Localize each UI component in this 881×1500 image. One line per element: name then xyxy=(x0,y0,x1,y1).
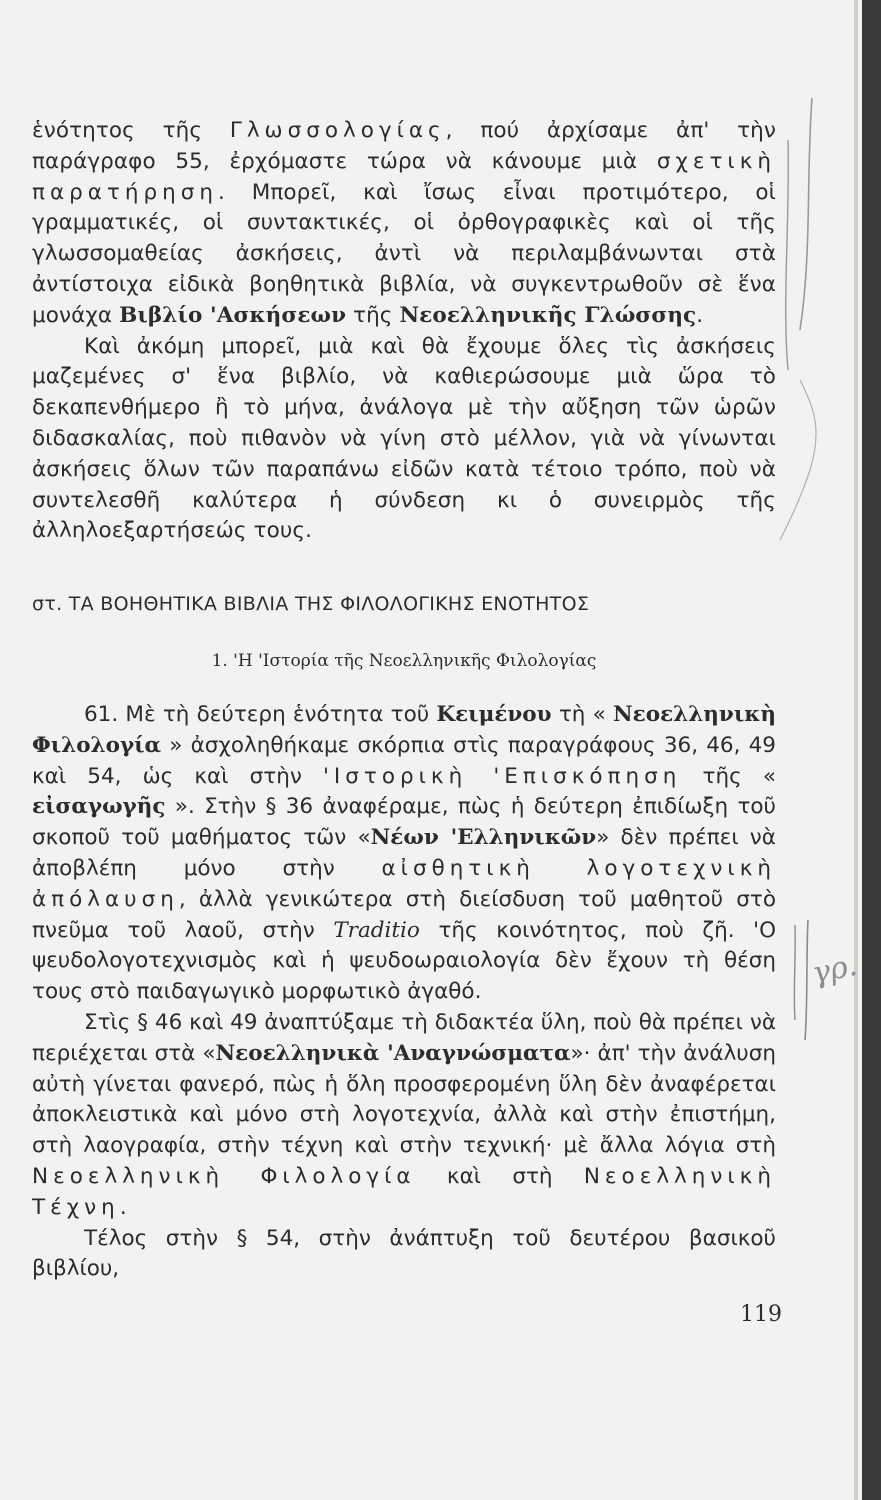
text-run: 61. Μὲ τὴ δεύτερη ἑνότητα τοῦ xyxy=(84,702,437,727)
text-run: » ἀσχοληθήκαμε σκόρπια στὶς παραγράφους 36, 46, 49 καὶ 54, ὡς καὶ στὴν xyxy=(32,732,776,789)
body-text-top xyxy=(32,116,776,547)
text-run: τῆς xyxy=(346,302,400,328)
text-run: τῆς κοινότητος, ποὺ ζῆ. 'Ο ψευδολογοτεχνισμὸς καὶ ἡ ψευδοωραιολογία δὲν ἔχουν τὴ θέση τους στὸ παιδαγωγικὸ μορφωτικὸ ἀγαθό. xyxy=(32,917,776,1005)
body-text-bottom xyxy=(32,700,776,1285)
paragraph-2: Καὶ ἀκόμη μπορεῖ, μιὰ καὶ θὰ ἔχουμε ὅλες τὶς ἀσκήσεις μαζεμένες σ' ἕνα βιβλίο, νὰ καθιερώσουμε μιὰ ὥρα τὸ δεκαπενθήμερο ἢ τὸ μήνα, ἀνάλογα μὲ τὴν αὔξηση τῶν ὡρῶν διδασκαλίας, ποὺ πιθανὸν νὰ γίνη στὸ μέλλον, γιὰ νὰ γίνωνται ἀσκήσεις ὅλων τῶν παραπάνω εἰδῶν κατὰ τέτοιο τρόπο, ποὺ νὰ συντελεσθῆ καλύτερα ἡ σύνδεση κι ὁ συνειρμὸς τῆς ἀλληλοεξαρτήσεώς τους. xyxy=(32,333,776,544)
bold-text: Νεοελληνικὴ Φιλολογία xyxy=(32,702,776,758)
bold-text: Κειμένου xyxy=(436,702,552,727)
paragraph-3 xyxy=(32,700,776,1008)
spaced-text: Νεοελληνικὴ Φιλολογία xyxy=(32,1163,416,1189)
text-run: . xyxy=(696,302,704,328)
text-run: . xyxy=(119,1194,127,1220)
text-run: ». Στὴν § 36 ἀναφέραμε, πὼς ἡ δεύτερη ἐπιδίωξη τοῦ σκοποῦ τοῦ μαθήματος τῶν « xyxy=(32,794,776,851)
paragraph-5: Τέλος στὴν § 54, στὴν ἀνάπτυξη τοῦ δευτέρου βασικοῦ βιβλίου, xyxy=(32,1225,776,1282)
spaced-text: Νεοελληνικὴ Τέχνη xyxy=(32,1163,776,1220)
text-run: » δὲν πρέπει νὰ ἀποβλέπη μόνο στὴν xyxy=(32,825,776,881)
bold-text: εἰσαγωγῆς xyxy=(32,794,166,820)
page-margin-shadow xyxy=(854,0,858,1500)
text-run: τῆς « xyxy=(681,763,776,789)
spaced-text: αἰσθητικὴ λογοτεχνικὴ ἀπόλαυση xyxy=(32,855,776,912)
text-run: . Μπορεῖ, καὶ ἴσως εἶναι προτιμότερο, οἱ γραμματικές, οἱ συντακτικές, οἱ ὀρθογραφικὲς καὶ οἱ τῆς γλωσσομαθείας ἀσκήσεις, ἀντὶ νὰ περιλαμβάνωνται στὰ ἀντίστοιχα εἰδικὰ βοηθητικὰ βιβλία, νὰ συγκεντρωθοῦν σὲ ἕνα μονάχα xyxy=(32,179,776,328)
bold-text: Νεοελληνικὰ 'Αναγνώσματα xyxy=(215,1040,571,1066)
text-run: τὴ « xyxy=(551,702,614,727)
paragraph-1 xyxy=(32,116,776,332)
spaced-text: 'Ιστορικὴ 'Επισκόπηση xyxy=(323,763,682,789)
text-run: , πού ἀρχίσαμε ἀπ' τὴν παράγραφο 55, ἐρχόμαστε τώρα νὰ κάνουμε μιὰ xyxy=(32,118,776,174)
italic-text: Traditio xyxy=(333,917,420,943)
handwritten-note: γρ. xyxy=(808,947,861,992)
text-run: Στὶς § 46 καὶ 49 ἀναπτύξαμε τὴ διδακτέα ὕλη, ποὺ θὰ πρέπει νὰ περιέχεται στὰ « xyxy=(32,1009,776,1066)
spaced-text: Γλωσσολογίας xyxy=(229,118,446,143)
text-run: »· ἀπ' τὴν ἀνάλυση αὐτὴ γίνεται φανερό, πὼς ἡ ὅλη προσφερομένη ὕλη δὲν ἀναφέρεται ἀποκλειστικὰ καὶ μόνο στὴ λογοτεχνία, ἀλλὰ καὶ στὴν ἐπιστήμη, στὴ λαογραφία, στὴν τέχνη καὶ στὴν τεχνική· μὲ ἄλλα λόγια στὴ xyxy=(32,1040,776,1159)
text-run: καὶ στὴ xyxy=(415,1163,584,1189)
spaced-text: σχετικὴ παρατήρηση xyxy=(32,148,776,205)
bold-text: Νεοελληνικῆς Γλώσσης xyxy=(399,302,697,328)
page-binding-edge xyxy=(862,0,881,1500)
subsection-heading: 1. 'Η 'Ιστορία τῆς Νεοελληνικῆς Φιλολογίας xyxy=(211,651,597,671)
text-run: , ἀλλὰ γενικώτερα στὴ διείσδυση τοῦ μαθητοῦ στὸ πνεῦμα τοῦ λαοῦ, στὴν xyxy=(32,886,776,943)
bold-text: Βιβλίο 'Ασκήσεων xyxy=(119,302,347,328)
section-heading: στ. ΤΑ ΒΟΗΘΗΤΙΚΑ ΒΙΒΛΙΑ ΤΗΣ ΦΙΛΟΛΟΓΙΚΗΣ ΕΝΟΤΗΤΟΣ xyxy=(32,593,590,615)
bold-text: Νέων 'Ελληνικῶν xyxy=(370,825,597,851)
page-number: 119 xyxy=(740,1302,782,1327)
paragraph-4 xyxy=(32,1008,776,1224)
text-run: ἑνότητος τῆς xyxy=(32,118,230,143)
